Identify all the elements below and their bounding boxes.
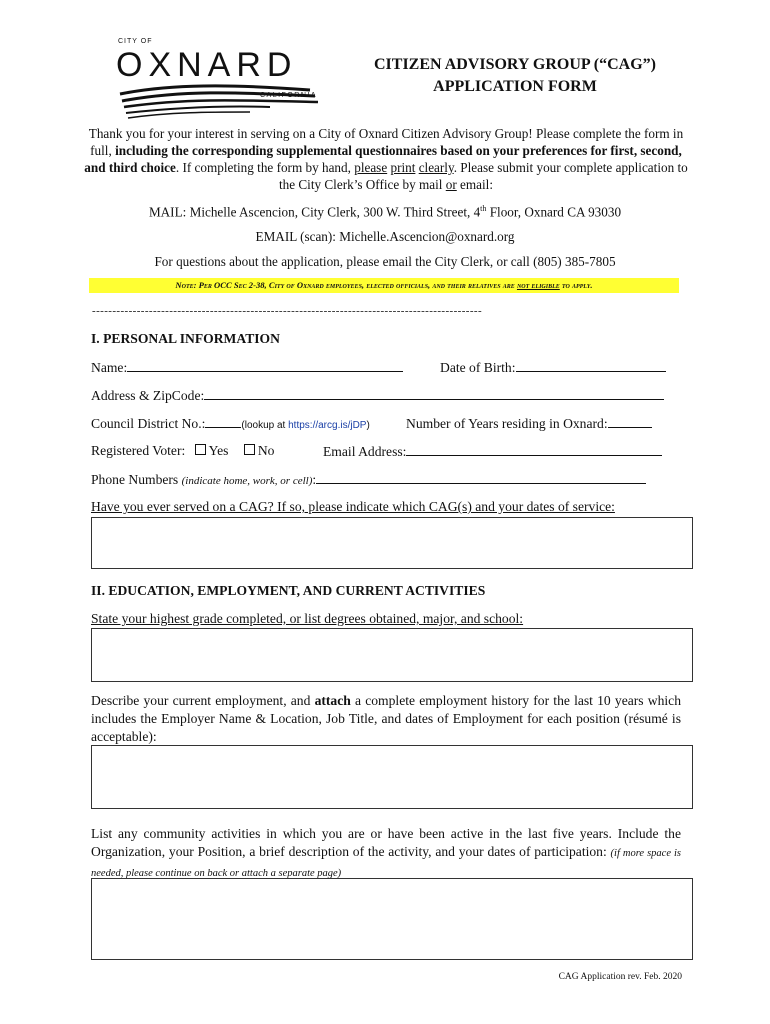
- email-address: EMAIL (scan): Michelle.Ascencion@oxnard.org: [255, 229, 515, 244]
- registered-voter-field: Registered Voter: Yes No: [91, 443, 275, 458]
- section-personal-heading: I. PERSONAL INFORMATION: [91, 331, 280, 346]
- years-residing-field[interactable]: Number of Years residing in Oxnard:: [406, 415, 652, 432]
- section-education-heading: II. EDUCATION, EMPLOYMENT, AND CURRENT ACTIVITIES: [91, 583, 486, 598]
- logo-state: CALIFORNIA: [260, 92, 318, 99]
- city-logo: [110, 36, 325, 126]
- council-district-field[interactable]: Council District No.: (lookup at https://arcg.is/jDP): [91, 416, 370, 431]
- intro-paragraph: Thank you for your interest in serving on a City of Oxnard Citizen Advisory Group! Please complete the form in full, including the corresponding supplemental questionnaires based on your preferences for first, second, and third choice. If completing the form by hand, please print clearly. Please submit your complete application to the City Clerk’s Office by mail or email:: [84, 126, 688, 192]
- voter-yes-checkbox[interactable]: Yes: [195, 443, 229, 458]
- logo-name: OXNARD: [116, 46, 298, 84]
- questions-contact: For questions about the application, please email the City Clerk, or call (805) 385-7805: [154, 254, 616, 269]
- cag-service-question: Have you ever served on a CAG? If so, please indicate which CAG(s) and your dates of service:: [91, 499, 615, 514]
- phone-field[interactable]: Phone Numbers (indicate home, work, or cell):: [91, 471, 646, 488]
- district-lookup-link[interactable]: https://arcg.is/jDP: [288, 420, 367, 431]
- dob-field[interactable]: Date of Birth:: [440, 359, 666, 376]
- employment-textarea[interactable]: [91, 745, 693, 809]
- community-textarea[interactable]: [91, 878, 693, 960]
- education-textarea[interactable]: [91, 628, 693, 682]
- form-title-line2: APPLICATION FORM: [433, 78, 597, 95]
- employment-question: Describe your current employment, and attach a complete employment history for the last 10 years which includes the Employer Name & Location, Job Title, and dates of Employment for each position (résumé is acceptable):: [91, 693, 681, 744]
- cag-service-textarea[interactable]: [91, 517, 693, 569]
- voter-no-checkbox[interactable]: No: [244, 443, 275, 458]
- mail-address: MAIL: Michelle Ascencion, City Clerk, 300 W. Third Street, 4th Floor, Oxnard CA 93030: [148, 204, 622, 220]
- community-question: List any community activities in which you are or have been active in the last five years. Include the Organization, your Position, a brief description of the activity, and your dates of participation: (if more space is needed, please continue on back or attach a separate page): [91, 826, 681, 879]
- education-question: State your highest grade completed, or list degrees obtained, major, and school:: [91, 611, 524, 626]
- eligibility-note: Note: Per OCC Sec 2-38, City of Oxnard employees, elected officials, and their relatives are not eligible to apply.: [89, 278, 679, 293]
- name-field[interactable]: Name:: [91, 359, 403, 376]
- logo-city-of: CITY OF: [118, 38, 153, 45]
- address-field[interactable]: Address & ZipCode:: [91, 387, 664, 404]
- form-title-line1: CITIZEN ADVISORY GROUP (“CAG”): [374, 56, 656, 73]
- email-field[interactable]: Email Address:: [323, 443, 662, 460]
- footer-revision: CAG Application rev. Feb. 2020: [558, 972, 682, 982]
- divider: ------------------------------------------------------------------------------------------------: [92, 305, 483, 317]
